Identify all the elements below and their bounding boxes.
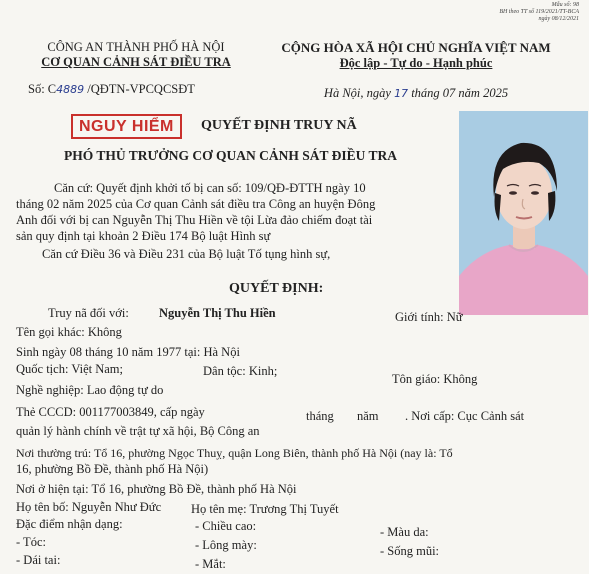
basis-line-1 — [28, 181, 366, 196]
issue-date-suffix: tháng 07 năm 2025 — [411, 86, 509, 100]
birth-info: Sinh ngày 08 tháng 10 năm 1977 tại: Hà Nội — [16, 345, 240, 359]
portrait-photo-icon — [459, 111, 588, 315]
father-name: Họ tên bố: Nguyễn Như Đức — [16, 500, 162, 514]
feature-height: - Chiều cao: — [195, 519, 257, 533]
document-title: QUYẾT ĐỊNH TRUY NÃ — [201, 118, 357, 133]
suspect-photo — [459, 111, 588, 315]
residence-line-2: 16, phường Bồ Đề, thành phố Hà Nội) — [16, 462, 209, 476]
features-heading: Đặc điểm nhận dạng: — [16, 517, 123, 531]
basis-line-1-text: Căn cứ: Quyết định khởi tố bị can số: 109/QĐ-ĐTTH ngày 10 — [54, 181, 366, 195]
id-card-part-d: . Nơi cấp: Cục Cảnh sát — [405, 409, 525, 423]
document-number — [28, 82, 195, 97]
department-name: CƠ QUAN CẢNH SÁT ĐIỀU TRA — [41, 55, 231, 69]
document-number-suffix: /QĐTN-VPCQCSĐT — [87, 82, 195, 96]
issue-date-day-handwritten: 17 — [394, 87, 409, 100]
basis-line-2: tháng 02 năm 2025 của Cơ quan Cảnh sát điều tra Công an huyện Đông — [16, 197, 376, 211]
gender-field — [395, 310, 463, 325]
religion: Tôn giáo: Không — [392, 372, 478, 386]
issue-date-prefix: Hà Nội, ngày — [323, 86, 391, 100]
feature-eyes: - Mắt: — [195, 557, 226, 571]
current-address: Nơi ở hiện tại: Tổ 16, phường Bồ Đề, thành phố Hà Nội — [16, 482, 297, 496]
suspect-name: Nguyễn Thị Thu Hiền — [159, 306, 276, 320]
form-code-line3: ngày 08/12/2021 — [538, 16, 579, 22]
form-code-line2: BH theo TT số 119/2021/TT-BCA — [499, 9, 579, 15]
basis-line-4: sản quy định tại khoản 2 Điều 174 Bộ luật Hình sự — [16, 229, 271, 243]
form-code — [499, 2, 579, 23]
feature-skin: - Màu da: — [380, 525, 429, 539]
occupation: Nghề nghiệp: Lao động tự do — [16, 383, 164, 397]
feature-eyebrows: - Lông mày: — [195, 538, 257, 552]
form-code-line1: Mẫu số: 98 — [551, 2, 579, 8]
feature-ears: - Dái tai: — [16, 553, 61, 567]
id-card-part-a: Thẻ CCCD: 001177003849, cấp ngày — [16, 405, 205, 419]
feature-nose: - Sống mũi: — [380, 544, 440, 558]
document-number-prefix: Số: C — [28, 82, 57, 96]
gender-label: Giới tính: — [395, 310, 444, 324]
residence-line-1: Nơi thường trú: Tổ 16, phường Ngọc Thuỵ, quận Long Biên, thành phố Hà Nội (nay là: Tổ — [16, 446, 453, 460]
gender-value: Nữ — [446, 310, 463, 324]
mother-name: Họ tên mẹ: Trương Thị Tuyết — [191, 502, 339, 516]
basis-line-3: Anh đối với bị can Nguyễn Thị Thu Hiền về tội Lừa đảo chiếm đoạt tài — [16, 213, 373, 227]
alias: Tên gọi khác: Không — [16, 325, 122, 339]
agency-name: CÔNG AN THÀNH PHỐ HÀ NỘI — [47, 40, 225, 54]
issuer-title: PHÓ THỦ TRƯỞNG CƠ QUAN CẢNH SÁT ĐIỀU TRA — [64, 148, 398, 163]
id-card-part-c: năm — [357, 409, 379, 423]
id-card-part-b: tháng — [306, 409, 334, 423]
nationality: Quốc tịch: Việt Nam; — [16, 362, 123, 376]
decision-heading: QUYẾT ĐỊNH: — [229, 281, 324, 296]
issue-date — [258, 86, 574, 101]
document-number-handwritten: 4889 — [56, 83, 85, 96]
wanted-label: Truy nã đối với: — [48, 306, 129, 320]
national-motto — [258, 56, 574, 71]
national-motto-text: Độc lập - Tự do - Hạnh phúc — [339, 56, 493, 70]
danger-stamp: NGUY HIỂM — [71, 114, 182, 139]
id-card-issuer: quản lý hành chính về trật tự xã hội, Bộ Công an — [16, 424, 260, 438]
basis-line-5: Căn cứ Điều 36 và Điều 231 của Bộ luật Tố tụng hình sự, — [42, 247, 331, 261]
country-name: CỘNG HÒA XÃ HỘI CHỦ NGHĨA VIỆT NAM — [281, 40, 551, 55]
ethnicity: Dân tộc: Kinh; — [203, 364, 278, 378]
feature-hair: - Tóc: — [16, 535, 46, 549]
